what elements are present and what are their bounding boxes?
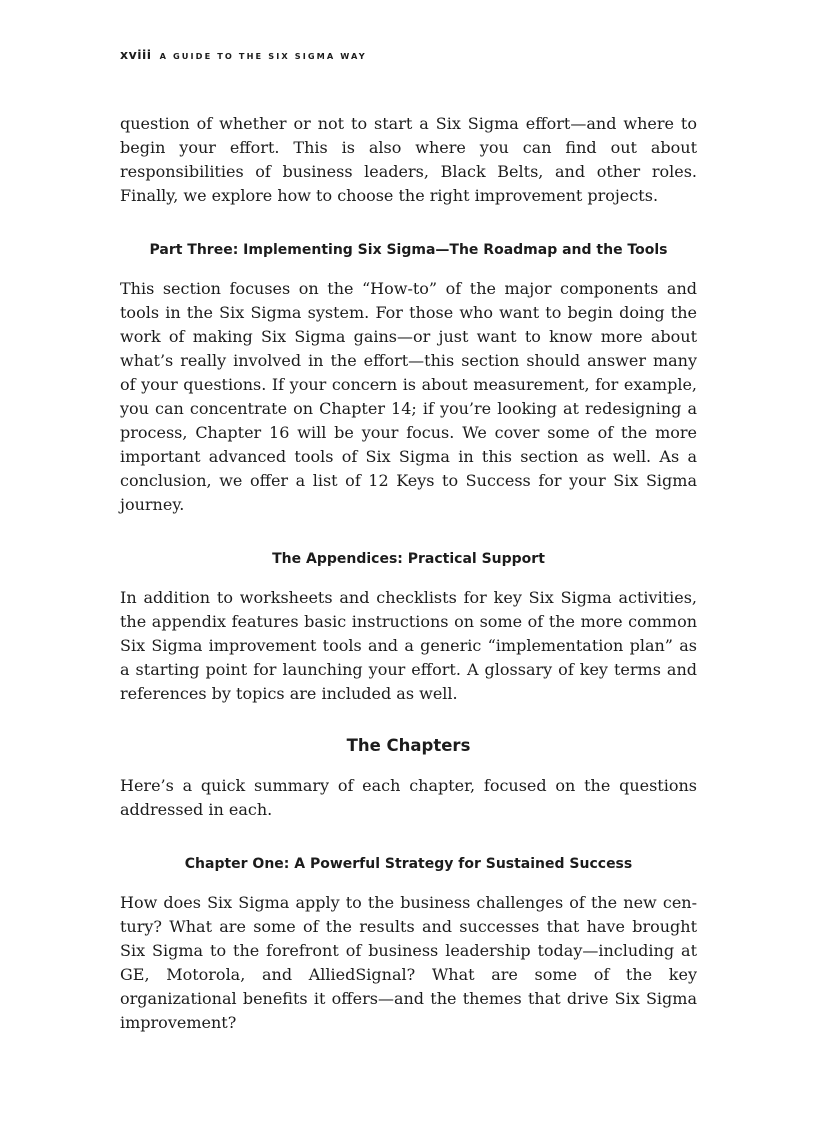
chapter-one-paragraph: How does Six Sigma apply to the business challenges of the new century? What are some of the results and successes that have brought Six Sigma to the forefront of business leadership today—including at GE, Motorola, and AlliedSignal? What are some of the key organizational benefits it offers—and the themes that drive Six Sigma improvement? [120, 893, 697, 1032]
page-body [120, 112, 697, 1035]
part-three-heading: Part Three: Implementing Six Sigma—The Roadmap and the Tools [149, 242, 668, 258]
running-head-title: A GUIDE TO THE SIX SIGMA WAY [159, 51, 367, 61]
chapters-heading: The Chapters [346, 736, 471, 755]
part-three-paragraph: This section focuses on the “How-to” of the major components and tools in the Six Sigma system. For those who want to begin doing the work of making Six Sigma gains—or just want to know more about what’s really involved in the effort—this section should answer many of your questions. If your concern is about measurement, for example, you can concentrate on Chapter 14; if you’re looking at redesigning a process, Chapter 16 will be your focus. We cover some of the more important advanced tools of Six Sigma in this section as well. As a conclusion, we offer a list of 12 Keys to Success for your Six Sigma journey. [120, 279, 697, 514]
chapter-one-heading: Chapter One: A Powerful Strategy for Sustained Success [184, 856, 633, 872]
appendices-paragraph: In addition to worksheets and checklists for key Six Sigma activities, the appendix features basic instructions on some of the more common Six Sigma improvement tools and a generic “implementation plan” as a starting point for launching your effort. A glossary of key terms and references by topics are included as well. [120, 588, 697, 703]
page-number: xviii [120, 47, 152, 62]
intro-paragraph: question of whether or not to start a Six Sigma effort—and where to begin your effort. This is also where you can find out about responsibilities of business leaders, Black Belts, and other roles. Finally, we explore how to choose the right improvement projects. [120, 114, 697, 205]
chapters-intro-paragraph: Here’s a quick summary of each chapter, focused on the questions addressed in each. [120, 776, 697, 819]
appendices-heading: The Appendices: Practical Support [272, 551, 545, 567]
running-head [120, 44, 367, 63]
